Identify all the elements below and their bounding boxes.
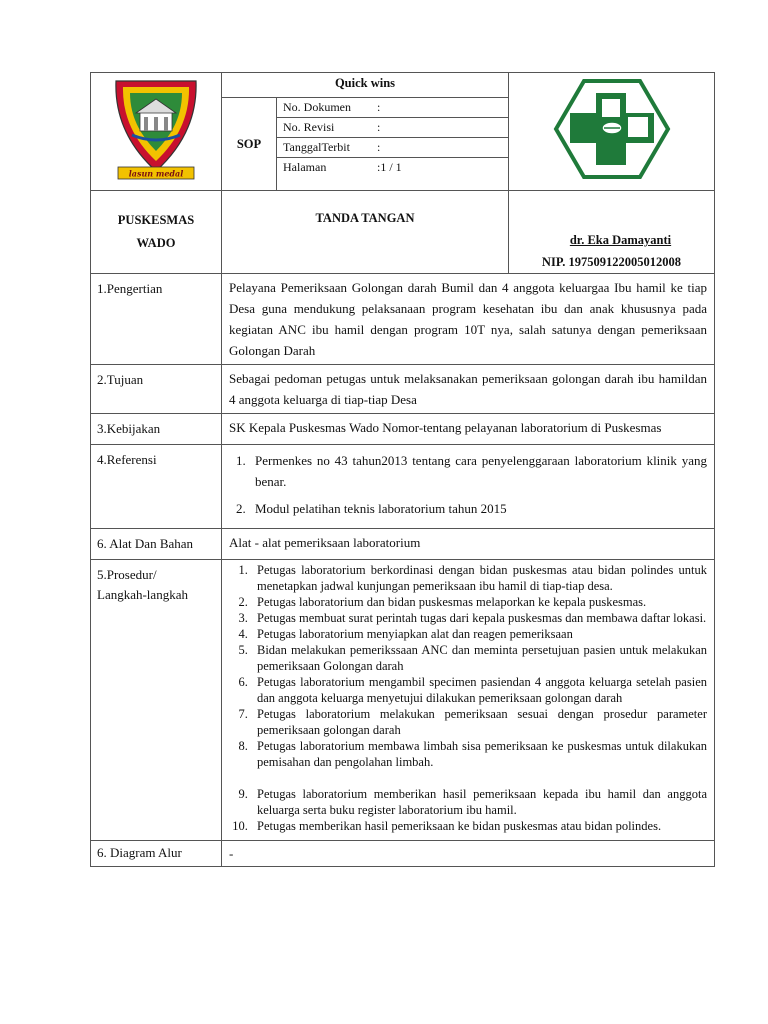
- document-title: Quick wins: [222, 73, 509, 98]
- reference-list: [229, 450, 707, 519]
- puskesmas-logo-cell: [509, 73, 715, 191]
- organization-name: PUSKESMAS WADO: [91, 191, 222, 274]
- regency-crest-cell: [91, 73, 222, 191]
- procedure-step: 2. Petugas laboratorium dan bidan puskesmas melaporkan ke kepala puskesmas.: [251, 594, 707, 610]
- signer-name: dr. Eka Damayanti: [569, 233, 672, 247]
- label-alat-bahan: 6. Alat Dan Bahan: [91, 529, 222, 560]
- meta-halaman: Halaman :1 / 1: [277, 158, 508, 178]
- content-diagram-alur: -: [222, 841, 715, 867]
- procedure-steps: [229, 562, 707, 834]
- procedure-step: 8. Petugas laboratorium membawa limbah sisa pemeriksaan ke puskesmas untuk dilakukan pemisahan dan pengolahan limbah.: [251, 738, 707, 770]
- content-alat-bahan: Alat - alat pemeriksaan laboratorium: [222, 529, 715, 560]
- puskesmas-logo: [550, 77, 674, 181]
- label-referensi: 4.Referensi: [91, 445, 222, 529]
- procedure-step: 6. Petugas laboratorium mengambil specimen pasiendan 4 anggota keluarga setelah pasien dan anggota keluarga menyetujui dilakukan pemeriksaan golongan darah: [251, 674, 707, 706]
- content-kebijakan: SK Kepala Puskesmas Wado Nomor-tentang pelayanan laboratorium di Puskesmas: [222, 414, 715, 445]
- procedure-step: 5. Bidan melakukan pemerikssaan ANC dan meminta persetujuan pasien untuk melakukan pemeriksaan Golongan darah: [251, 642, 707, 674]
- procedure-step: 4. Petugas laboratorium menyiapkan alat dan reagen pemeriksaan: [251, 626, 707, 642]
- sop-label: SOP: [222, 98, 277, 191]
- content-tujuan: Sebagai pedoman petugas untuk melaksanakan pemeriksaan golongan darah ibu hamildan 4 anggota keluarga di tiap-tiap Desa: [222, 365, 715, 414]
- procedure-step: 7. Petugas laboratorium melakukan pemeriksaan sesuai dengan prosedur parameter pemeriksaan golongan darah: [251, 706, 707, 738]
- sop-document: [90, 72, 714, 867]
- procedure-step: 3. Petugas membuat surat perintah tugas dari kepala puskesmas dan membawa daftar lokasi.: [251, 610, 707, 626]
- document-meta: [277, 98, 509, 191]
- meta-no-revisi: No. Revisi :: [277, 118, 508, 138]
- reference-item: 2. Modul pelatihan teknis laboratorium tahun 2015: [249, 498, 707, 519]
- label-diagram-alur: 6. Diagram Alur: [91, 841, 222, 867]
- sop-table: [90, 72, 715, 867]
- meta-no-dokumen: No. Dokumen :: [277, 98, 508, 118]
- content-referensi: [222, 445, 715, 529]
- label-kebijakan: 3.Kebijakan: [91, 414, 222, 445]
- signature-title: TANDA TANGAN: [222, 191, 509, 274]
- label-tujuan: 2.Tujuan: [91, 365, 222, 414]
- procedure-step: 9. Petugas laboratorium memberikan hasil pemeriksaan kepada ibu hamil dan anggota keluarga serta buku register laboratorium ibu hamil.: [251, 786, 707, 818]
- signer-block: [509, 191, 715, 274]
- signer-nip: NIP. 197509122005012008: [541, 255, 682, 269]
- procedure-step: 10. Petugas memberikan hasil pemeriksaan ke bidan puskesmas atau bidan polindes.: [251, 818, 707, 834]
- meta-tanggal-terbit: TanggalTerbit :: [277, 138, 508, 158]
- reference-item: 1. Permenkes no 43 tahun2013 tentang cara penyelenggaraan laboratorium klinik yang benar.: [249, 450, 707, 492]
- content-pengertian: Pelayana Pemeriksaan Golongan darah Bumil dan 4 anggota keluargaa Ibu hamil ke tiap Desa guna mendukung pelaksanaan program kesehatan ibu dan anak khususnya pada kegiatan ANC ibu hamil dengan program 10T nya, salah satunya dengan pemeriksaan Golongan Darah: [222, 274, 715, 365]
- procedure-step: 1. Petugas laboratorium berkordinasi dengan bidan puskesmas atau bidan polindes untuk menetapkan jadwal kunjungan pemeriksaan ibu hamil di tiap-tiap desa.: [251, 562, 707, 594]
- content-prosedur: [222, 560, 715, 841]
- label-prosedur: 5.Prosedur/ Langkah-langkah: [91, 560, 222, 841]
- crest-banner-text: lasun medal: [128, 168, 184, 179]
- label-pengertian: 1.Pengertian: [91, 274, 222, 365]
- regency-crest-logo: [106, 73, 206, 185]
